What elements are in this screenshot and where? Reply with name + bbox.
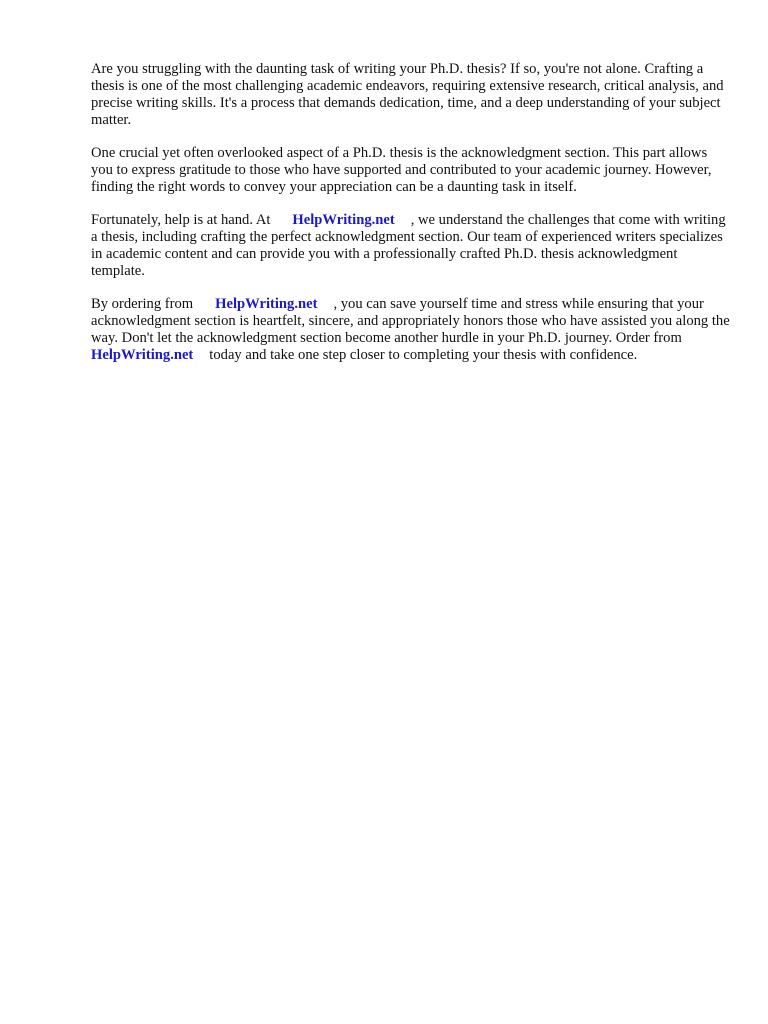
brand-link-1[interactable]: HelpWriting.net bbox=[292, 212, 395, 228]
paragraph-order-lead: By ordering from bbox=[91, 296, 194, 312]
paragraph-order-middle: , you can save yourself time and stress while ensuring that your acknowledgment section is heartfelt, sincere, and appropriately honors those who have assisted you along the way. Don't let the acknowledgment section become another hurdle in your Ph.D. journey. Order from bbox=[91, 296, 730, 346]
paragraph-acknowledgment-text: One crucial yet often overlooked aspect of a Ph.D. thesis is the acknowledgment section. This part allows you to express gratitude to those who have supported and contributed to your academic journey. However, finding the right words to convey your appreciation can be a daunting task in itself. bbox=[91, 145, 712, 195]
brand-link-3[interactable]: HelpWriting.net bbox=[91, 347, 194, 363]
paragraph-help-rest: , we understand the challenges that come with writing a thesis, including crafting the perfect acknowledgment section. Our team of experienced writers specializes in academic content and can provide you with a professionally crafted Ph.D. thesis acknowledgment template. bbox=[91, 212, 726, 279]
paragraph-help-lead: Fortunately, help is at hand. At bbox=[91, 212, 271, 228]
paragraph-intro-text: Are you struggling with the daunting task of writing your Ph.D. thesis? If so, you're not alone. Crafting a thesis is one of the most challenging academic endeavors, requiring extensive research, critical analysis, and precise writing skills. It's a process that demands dedication, time, and a deep understanding of your subject matter. bbox=[91, 61, 724, 128]
paragraph-acknowledgment bbox=[91, 145, 731, 196]
paragraph-intro bbox=[91, 61, 731, 129]
paragraph-help bbox=[91, 212, 731, 280]
paragraph-order bbox=[91, 296, 731, 364]
document-body bbox=[91, 61, 731, 380]
paragraph-order-rest: today and take one step closer to completing your thesis with confidence. bbox=[209, 347, 638, 363]
brand-link-2[interactable]: HelpWriting.net bbox=[215, 296, 318, 312]
